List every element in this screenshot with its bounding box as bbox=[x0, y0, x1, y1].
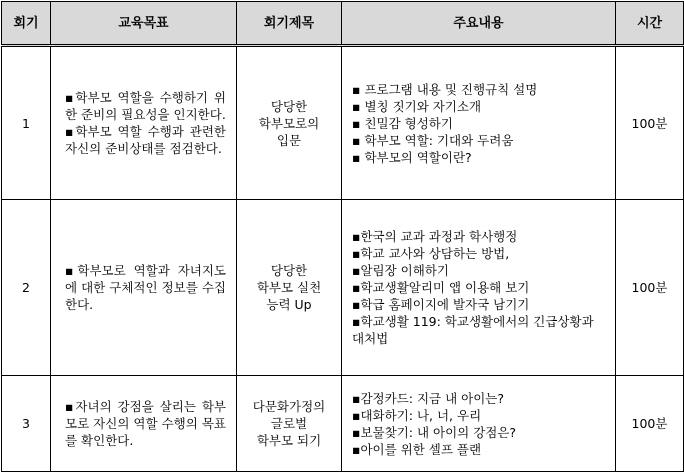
session-title-line: 학부모로의 bbox=[258, 115, 320, 131]
goal-cell bbox=[51, 376, 237, 472]
content-item: ▪학교생활 119: 학교생활에서의 긴급상황과 대처법 bbox=[352, 314, 594, 346]
session-title-line: 다문화가정의 bbox=[252, 399, 326, 414]
header-session-title: 회기제목 bbox=[237, 2, 342, 46]
session-title-cell bbox=[237, 200, 342, 376]
session-title-line: 입문 bbox=[276, 132, 302, 148]
session-number: 1 bbox=[2, 46, 51, 200]
content-item: ▪학교생활알리미 앱 이용해 보기 bbox=[352, 280, 530, 295]
goal-text: ▪학부모 역할 수행과 관련한 자신의 준비상태를 점검한다. bbox=[65, 124, 226, 156]
content-cell bbox=[342, 46, 616, 200]
content-item: ▪보물찾기: 내 아이의 강점은? bbox=[352, 424, 517, 440]
curriculum-table bbox=[1, 1, 684, 472]
goal-text: ▪학부모로 역할과 자녀지도에 대한 구체적인 정보를 수집한다. bbox=[65, 263, 226, 312]
session-title-line: 학부모 되기 bbox=[256, 433, 322, 448]
content-item: ▪한국의 교과 과정과 학사행정 bbox=[352, 229, 518, 244]
session-title-line: 당당한 bbox=[270, 263, 308, 278]
goal-cell bbox=[51, 200, 237, 376]
table-row bbox=[2, 46, 684, 200]
table-row bbox=[2, 200, 684, 376]
session-number: 3 bbox=[2, 376, 51, 472]
content-item: ▪ 학부모 역할: 기대와 두려움 bbox=[352, 132, 514, 148]
header-content: 주요내용 bbox=[342, 2, 616, 46]
duration: 100분 bbox=[616, 200, 684, 376]
content-list bbox=[352, 228, 609, 347]
content-item: ▪학급 홈페이지에 발자국 남기기 bbox=[352, 297, 530, 312]
content-list bbox=[352, 390, 609, 458]
content-item: ▪대화하기: 나, 너, 우리 bbox=[352, 407, 482, 423]
session-title-cell bbox=[237, 376, 342, 472]
goal-text: ▪자녀의 강점을 살리는 학부모로 자신의 역할 수행의 목표를 확인한다. bbox=[65, 399, 226, 448]
session-title-line: 능력 Up bbox=[266, 297, 312, 312]
goal-text: ▪학부모 역할을 수행하기 위한 준비의 필요성을 인지한다. bbox=[65, 90, 226, 122]
session-title-cell bbox=[237, 46, 342, 200]
content-item: ▪학교 교사와 상담하는 방법, bbox=[352, 246, 510, 261]
content-item: ▪알림장 이해하기 bbox=[352, 263, 449, 278]
session-number: 2 bbox=[2, 200, 51, 376]
header-time: 시간 bbox=[616, 2, 684, 46]
content-item: ▪아이를 위한 셀프 플랜 bbox=[352, 441, 482, 457]
content-item: ▪ 프로그램 내용 및 진행규칙 설명 bbox=[352, 81, 538, 97]
content-item: ▪감정카드: 지금 내 아이는? bbox=[352, 390, 504, 406]
table-header-row bbox=[2, 2, 684, 46]
header-session: 회기 bbox=[2, 2, 51, 46]
table-row bbox=[2, 376, 684, 472]
content-cell bbox=[342, 376, 616, 472]
session-title-line: 글로벌 bbox=[270, 416, 308, 431]
duration: 100분 bbox=[616, 46, 684, 200]
content-list bbox=[352, 81, 609, 166]
content-item: ▪ 친밀감 형성하기 bbox=[352, 115, 453, 131]
session-title-line: 학부모 실천 bbox=[256, 280, 322, 295]
content-cell bbox=[342, 200, 616, 376]
duration: 100분 bbox=[616, 376, 684, 472]
content-item: ▪ 별칭 짓기와 자기소개 bbox=[352, 98, 482, 114]
header-goal: 교육목표 bbox=[51, 2, 237, 46]
goal-cell bbox=[51, 46, 237, 200]
session-title-line: 당당한 bbox=[270, 98, 308, 114]
content-item: ▪ 학부모의 역할이란? bbox=[352, 149, 472, 165]
